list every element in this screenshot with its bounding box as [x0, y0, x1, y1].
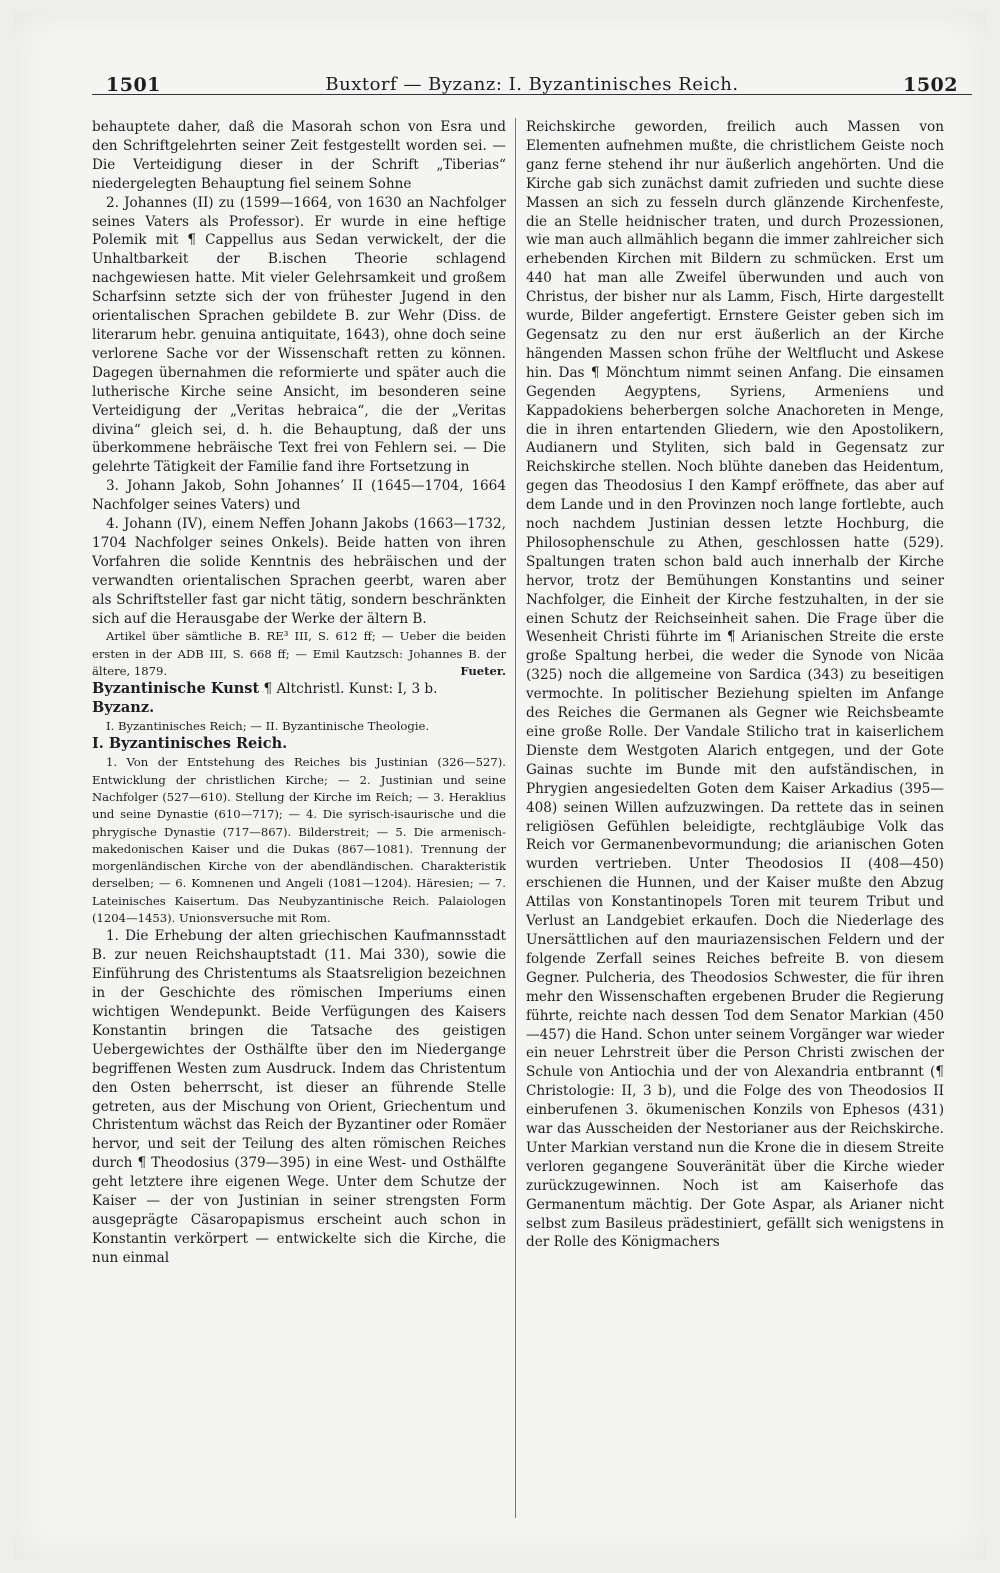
entry-heading-byzanz: Byzanz.: [92, 699, 155, 717]
left-column: [92, 118, 506, 1518]
running-title: Buxtorf — Byzanz: I. Byzantinisches Reich.: [325, 74, 739, 95]
paragraph: Reichskirche geworden, freilich auch Massen von Elementen aufnehmen mußte, die christlichem Geiste noch ganz ferne stehend ihr nur äußerlich angehörten. Und die Kirche gab sich zunächst damit zufrieden und suchte diese Massen an sich zu fesseln durch glänzende Kirchenfeste, die an Stelle heidnischer traten, und durch Prozessionen, wie man auch allmählich begann die immer zahlreicher sich erhebenden Kirchen mit Bildern zu schmücken. Erst um 440 hat man alle Zweifel überwunden und auch von Christus, der bisher nur als Lamm, Fisch, Hirte dargestellt wurde, Bilder angefertigt. Ernstere Geister geben sich im Gegensatz zu den nur erst äußerlich an der Kirche hängenden Massen schon frühe der Weltflucht und Askese hin. Das ¶ Mönchtum nimmt seinen Anfang. Die einsamen Gegenden Aegyptens, Syriens, Armeniens und Kappadokiens beherbergen solche Anachoreten in Menge, die in ihren entartenden Gliedern, wie den Apostolikern, Audianern und Styliten, sich bald in Gegensatz zur Reichskirche stellen. Noch blühte daneben das Heidentum, gegen das Theodosius I den Kampf eröffnete, das aber auf dem Lande und in den Provinzen noch lange fortlebte, auch noch nachdem Justinian dessen letzte Hochburg, die Philosophenschule zu Athen, geschlossen hatte (529). Spaltungen traten schon bald auch innerhalb der Kirche hervor, trotz der Bemühungen Konstantins und seiner Nachfolger, die Einheit der Kirche festzuhalten, in der sie einen Schutz der Reichseinheit sahen. Die Frage über die Wesenheit Christi führte im ¶ Arianischen Streite die erste große Spaltung herbei, die weder die Synode von Nicäa (325) noch die allgemeine von Sardica (343) zu beseitigen vermochte. In politischer Beziehung spielten im Anfange des Reiches die Germanen als Gegner wie Reichsbeamte eine große Rolle. Der Vandale Stilicho trat in kaiserlichem Dienste dem Westgoten Alarich entgegen, und der Gote Gainas suchte im Bunde mit den aufständischen, in Phrygien angesiedelten Goten dem Kaiser Arkadius (395—408) seinen Willen aufzuzwingen. Da rettete das in seinen religiösen Gefühlen beleidigte, rechtgläubige Volk das Reich vor Germanenbevormundung; die arianischen Goten wurden vertrieben. Unter Theodosios II (408—450) erschienen die Hunnen, und der Kaiser mußte den Abzug Attilas von Konstantinopels Toren mit teurem Tribut und Verlust an Landgebiet erkaufen. Doch die Niederlage des Unersättlichen auf den mauriazensischen Feldern und der folgende Zerfall seines Reiches befreite B. von diesem Gegner. Pulcheria, des Theodosios Schwester, die für ihren mehr den Wissenschaften ergebenen Bruder die Regierung führte, reichte nach dessen Tod dem Senator Markian (450—457) die Hand. Schon unter seinem Vorgänger war wieder ein neuer Lehrstreit über die Person Christi zwischen der Schule von Antiochia und der von Alexandria entbrannt (¶ Christologie: II, 3 b), und die Folge des von Theodosios II einberufenen 3. ökumenischen Konzils von Ephesos (431) war das Ausscheiden der Nestorianer aus der Reichskirche. Unter Markian verstand nun die Krone die in diesem Streite verloren gegangene Souveränität über die Kirche wieder zurückzugewinnen. Noch ist am Kaiserhofe das Germanentum mächtig. Der Gote Aspar, als Arianer nicht selbst zum Basileus prädestiniert, gefällt sich wenigstens in der Rolle des Königmachers: [526, 119, 944, 1251]
author-signature: Fueter.: [460, 664, 506, 679]
entry-heading: Byzantinische Kunst: [92, 680, 260, 698]
entry-johann-iv: 4. Johann (IV), einem Neffen Johann Jakobs (1663—1732, 1704 Nachfolger seines Onkels). Beide hatten von ihren Vorfahren die solide Kenntnis des hebräischen und der verwandten orientalischen Sprachen geerbt, waren aber als Schriftsteller fast gar nicht tätig, sondern beschränkten sich auf die Herausgabe der Werke der ältern B.: [92, 516, 506, 627]
literature-text: Artikel über sämtliche B. RE³ III, S. 612 ff; — Ueber die beiden ersten in der ADB III, S. 668 ff; — Emil Kautzsch: Johannes B. der ältere, 1879.: [92, 629, 506, 679]
cross-reference: ¶ Altchristl. Kunst: I, 3 b.: [263, 681, 438, 698]
page-number-right: 1502: [903, 74, 958, 96]
entry-johannes-ii: 2. Johannes (II) zu (1599—1664, von 1630 an Nachfolger seines Vaters als Professor). Er wurde in eine heftige Polemik mit ¶ Cappellus aus Sedan verwickelt, der die Unhaltbarkeit der B.ischen Theorie schlagend nachgewiesen hatte. Mit vieler Gelehrsamkeit und großem Scharfsinn setzte sich der von frühester Jugend in den orientalischen Sprachen gebildete B. zur Wehr (Diss. de literarum hebr. genuina antiquitate, 1643), ohne doch seine verlorene Sache vor der Wissenschaft retten zu können. Dagegen übernahmen die reformierte und später auch die lutherische Kirche seine Ansicht, im besonderen seine Verteidigung der „Veritas hebraica“, die der „Veritas divina“ gleich sei, d. h. die Behauptung, daß der uns überkommene hebräische Text frei von Fehlern sei. — Die gelehrte Tätigkeit der Familie fand ihre Fortsetzung in: [92, 194, 506, 476]
section-contents: 1. Von der Entstehung des Reiches bis Justinian (326—527). Entwicklung der christlichen Kirche; — 2. Justinian und seine Nachfolger (527—610). Stellung der Kirche im Reich; — 3. Heraklius und seine Dynastie (610—717); — 4. Die syrisch-isaurische und die phrygische Dynastie (717—867). Bilderstreit; — 5. Die armenisch-makedonischen Kaiser und die Dukas (867—1081). Trennung der morgenländischen Kirche von der abendländischen. Charakteristik derselben; — 6. Komnenen und Angeli (1081—1204). Häresien; — 7. Lateinisches Kaisertum. Das Neubyzantinische Reich. Palaiologen (1204—1453). Unionsversuche mit Rom.: [92, 755, 506, 926]
entry-byzantinische-kunst: [92, 680, 506, 699]
paragraph: behauptete daher, daß die Masorah schon von Esra und den Schriftgelehrten seiner Zeit festgestellt worden sei. — Die Verteidigung dieser in der Schrift „Tiberias“ niedergelegten Behauptung fiel seinem Sohne: [92, 119, 506, 192]
right-column: [526, 118, 944, 1518]
paragraph: 1. Die Erhebung der alten griechischen Kaufmannsstadt B. zur neuen Reichshauptstadt (11. Mai 330), sowie die Einführung des Christentums als Staatsreligion bezeichnen in der Geschichte des römischen Imperiums einen wichtigen Wendepunkt. Beide Verfügungen des Kaisers Konstantin bringen die Tatsache des geistigen Uebergewichtes der Osthälfte über den im Niedergange begriffenen Westen zum Ausdruck. Indem das Christentum den Osten beherrscht, ist dieser an führende Stelle getreten, aus der Mischung von Orient, Griechentum und Christentum wächst das Reich der Byzantiner oder Romäer hervor, und seit der Teilung des alten römischen Reiches durch ¶ Theodosius (379—395) in eine West- und Osthälfte geht letztere ihre eigenen Wege. Unter dem Schutze der Kaiser — der von Justinian in seiner strengsten Form ausgeprägte Cäsaropapismus erscheint auch schon in Konstantin verkörpert — entwickelte sich die Kirche, die nun einmal: [92, 928, 506, 1266]
literature-note: [92, 628, 506, 680]
running-header: [106, 74, 958, 104]
byzanz-contents: I. Byzantinisches Reich; — II. Byzantinische Theologie.: [106, 719, 430, 734]
entry-johann-jakob: 3. Johann Jakob, Sohn Johannes’ II (1645—1704, 1664 Nachfolger seines Vaters) und: [92, 478, 506, 514]
section-heading: I. Byzantinisches Reich.: [92, 735, 288, 753]
column-divider: [515, 118, 516, 1518]
page-number-left: 1501: [106, 74, 161, 96]
header-rule: [92, 94, 972, 95]
